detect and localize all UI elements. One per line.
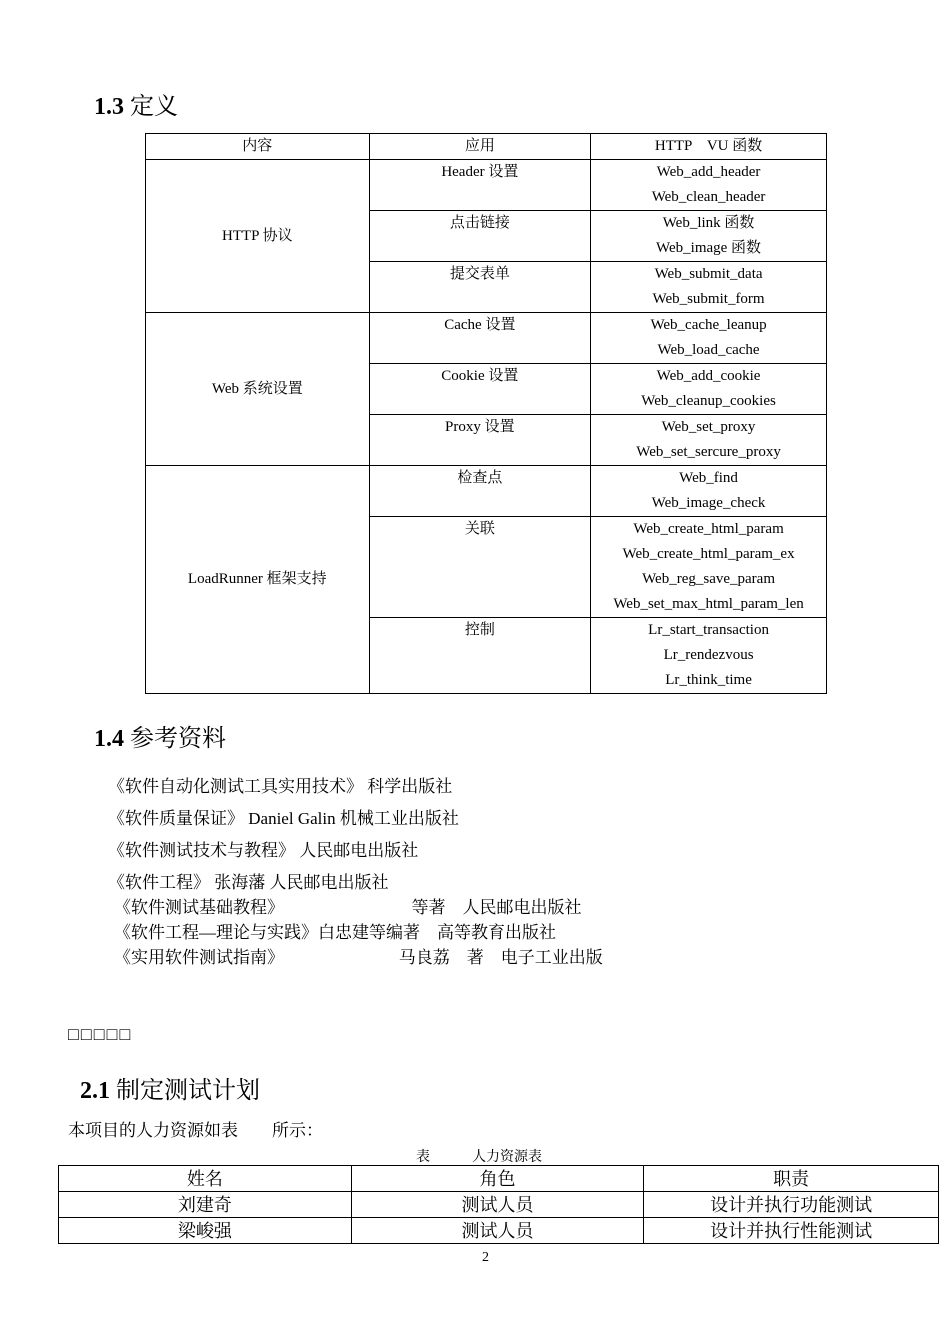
function-name: Web_load_cache — [657, 342, 760, 358]
function-name: Lr_start_transaction — [648, 622, 769, 638]
table-cell: 梁峻强 — [59, 1218, 352, 1244]
function-cell — [591, 262, 827, 313]
intro-paragraph: 本项目的人力资源如表 所示： — [68, 1121, 323, 1140]
function-name: Web_image 函数 — [656, 240, 762, 256]
function-name: Web_set_proxy — [661, 419, 756, 435]
table-header-row — [59, 1166, 939, 1192]
table-row — [146, 160, 827, 211]
function-name: Lr_think_time — [665, 672, 752, 688]
section-title: 制定测试计划 — [116, 1078, 260, 1104]
reference-item: 《软件测试基础教程》 等著 人民邮电出版社 — [114, 898, 582, 917]
reference-item: 《实用软件测试指南》 马良荔 著 电子工业出版 — [114, 948, 603, 967]
section-number: 2.1 — [80, 1078, 110, 1104]
application-cell: 检查点 — [369, 466, 591, 517]
function-cell — [591, 618, 827, 694]
table-row — [146, 313, 827, 364]
table-row — [59, 1218, 939, 1244]
application-cell: Cache 设置 — [369, 313, 591, 364]
section-1-3-heading — [94, 86, 178, 121]
page-number: 2 — [482, 1250, 489, 1265]
application-cell: Header 设置 — [369, 160, 591, 211]
table-header-row — [146, 134, 827, 160]
function-name: Web_image_check — [651, 495, 766, 511]
reference-item: 《软件自动化测试工具实用技术》 科学出版社 — [108, 777, 453, 796]
function-cell — [591, 466, 827, 517]
application-cell: 关联 — [369, 517, 591, 618]
function-name: Web_create_html_param — [633, 521, 784, 537]
human-resources-table — [58, 1165, 939, 1244]
function-name: Web_set_max_html_param_len — [613, 596, 804, 612]
application-cell: Proxy 设置 — [369, 415, 591, 466]
function-name: Web_find — [679, 470, 738, 486]
function-name: Web_reg_save_param — [642, 571, 775, 587]
table-cell: 测试人员 — [351, 1192, 644, 1218]
table-caption: 表 人力资源表 — [416, 1150, 542, 1165]
section-number: 1.4 — [94, 726, 124, 752]
header-cell: 内容 — [146, 134, 370, 160]
reference-item: 《软件工程—理论与实践》白忠建等编著 高等教育出版社 — [114, 923, 556, 942]
function-cell — [591, 160, 827, 211]
definitions-table — [145, 133, 827, 694]
section-number: 1.3 — [94, 94, 124, 120]
function-name: Web_cache_leanup — [650, 317, 767, 333]
section-2-1-heading — [80, 1070, 260, 1105]
header-cell: 姓名 — [59, 1166, 352, 1192]
table-cell: 刘建奇 — [59, 1192, 352, 1218]
table-cell: 测试人员 — [351, 1218, 644, 1244]
function-cell — [591, 313, 827, 364]
function-name: Web_add_header — [656, 164, 761, 180]
section-1-4-heading — [94, 718, 226, 753]
category-cell: LoadRunner 框架支持 — [146, 466, 370, 694]
table-cell: 设计并执行功能测试 — [644, 1192, 939, 1218]
function-name: Web_link 函数 — [662, 215, 755, 231]
function-name: Web_submit_form — [652, 291, 765, 307]
function-name: Web_submit_data — [654, 266, 763, 282]
function-name: Web_clean_header — [651, 189, 766, 205]
function-cell — [591, 211, 827, 262]
function-name: Web_set_sercure_proxy — [636, 444, 781, 460]
function-name: Web_create_html_param_ex — [622, 546, 795, 562]
chapter-heading-garbled: □□□□□ — [68, 1024, 133, 1044]
reference-item: 《软件质量保证》 Daniel Galin 机械工业出版社 — [108, 809, 459, 828]
reference-item: 《软件工程》 张海藩 人民邮电出版社 — [108, 873, 389, 892]
header-cell: 角色 — [351, 1166, 644, 1192]
header-cell: 职责 — [644, 1166, 939, 1192]
application-cell: Cookie 设置 — [369, 364, 591, 415]
function-name: Lr_rendezvous — [663, 647, 754, 663]
table-row — [59, 1192, 939, 1218]
function-cell — [591, 364, 827, 415]
reference-item: 《软件测试技术与教程》 人民邮电出版社 — [108, 841, 419, 860]
function-name: Web_add_cookie — [656, 368, 761, 384]
application-cell: 提交表单 — [369, 262, 591, 313]
category-cell: Web 系统设置 — [146, 313, 370, 466]
table-row — [146, 466, 827, 517]
category-cell: HTTP 协议 — [146, 160, 370, 313]
header-cell: HTTP VU 函数 — [591, 134, 827, 160]
application-cell: 点击链接 — [369, 211, 591, 262]
header-cell: 应用 — [369, 134, 591, 160]
function-cell — [591, 415, 827, 466]
table-cell: 设计并执行性能测试 — [644, 1218, 939, 1244]
section-title: 定义 — [130, 94, 178, 120]
function-name: Web_cleanup_cookies — [641, 393, 776, 409]
function-cell — [591, 517, 827, 618]
section-title: 参考资料 — [130, 726, 226, 752]
application-cell: 控制 — [369, 618, 591, 694]
